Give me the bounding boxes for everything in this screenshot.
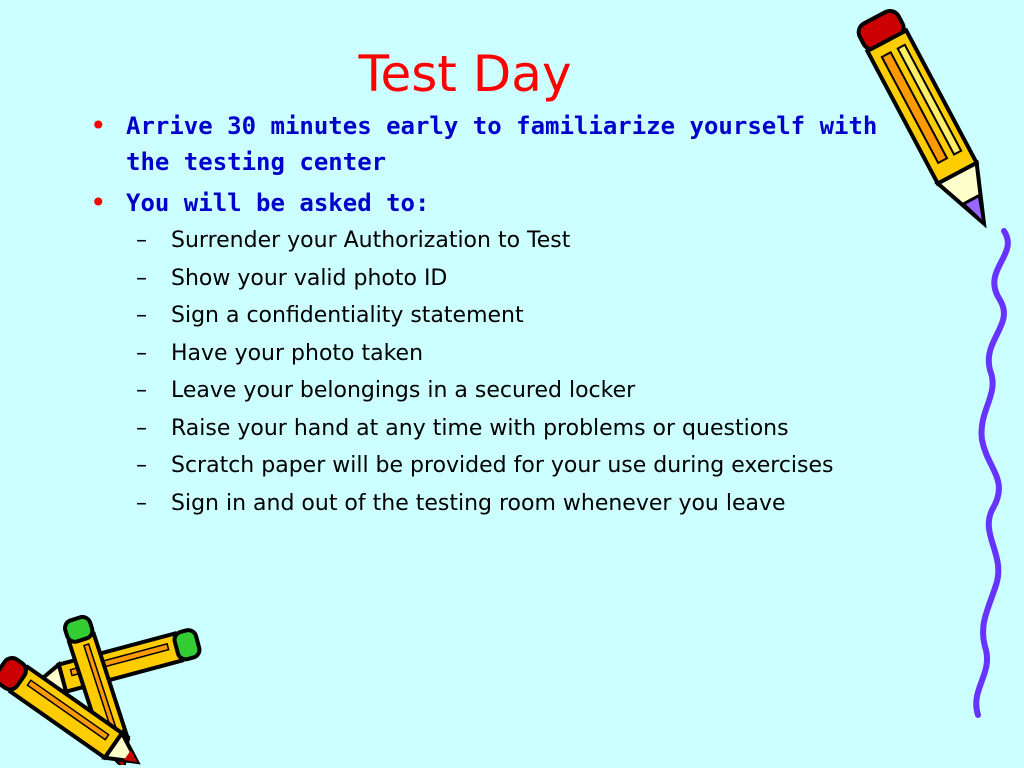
sub-bullet-text: Have your photo taken [171,340,424,366]
bullet-item [90,108,920,180]
dash-icon: – [136,265,147,291]
sub-bullet-text: Leave your belongings in a secured locker [171,378,636,403]
bullet-text: You will be asked to: [126,189,430,217]
sub-bullet-text: Surrender your Authorization to Test [171,228,571,253]
sub-bullet-item [136,264,920,294]
dash-icon: – [136,340,147,366]
sub-bullet-item [136,451,920,481]
sub-bullet-item [136,226,920,256]
sub-bullet-text: Show your valid photo ID [171,265,448,291]
bullet-text: Arrive 30 minutes early to familiarize yourself with the testing center [126,112,878,176]
dash-icon: – [136,378,147,403]
slide-title: Test Day [358,45,572,103]
bullet-item [90,185,920,221]
slide-body [90,108,920,526]
bullet-icon: • [90,186,107,219]
bullet-icon: • [90,109,107,142]
sub-bullet-item [136,301,920,331]
sub-bullet-item [136,339,920,369]
sub-bullet-text: Raise your hand at any time with problems or questions [171,415,789,441]
dash-icon: – [136,415,147,441]
sub-bullet-text: Sign a confidentiality statement [171,303,524,328]
pencil-icon [855,0,1005,245]
sub-bullet-list [136,226,920,519]
sub-bullet-text: Scratch paper will be provided for your use during exercises [171,453,834,478]
dash-icon: – [136,228,147,253]
sub-bullet-item [136,489,920,519]
sub-bullet-item [136,376,920,406]
crossed-pencils-icon [0,615,205,765]
sub-bullet-item [136,414,920,444]
squiggle-line-icon [960,225,1024,725]
dash-icon: – [136,490,147,516]
sub-bullet-text: Sign in and out of the testing room whenever you leave [171,490,786,516]
dash-icon: – [136,303,147,328]
dash-icon: – [136,453,147,478]
